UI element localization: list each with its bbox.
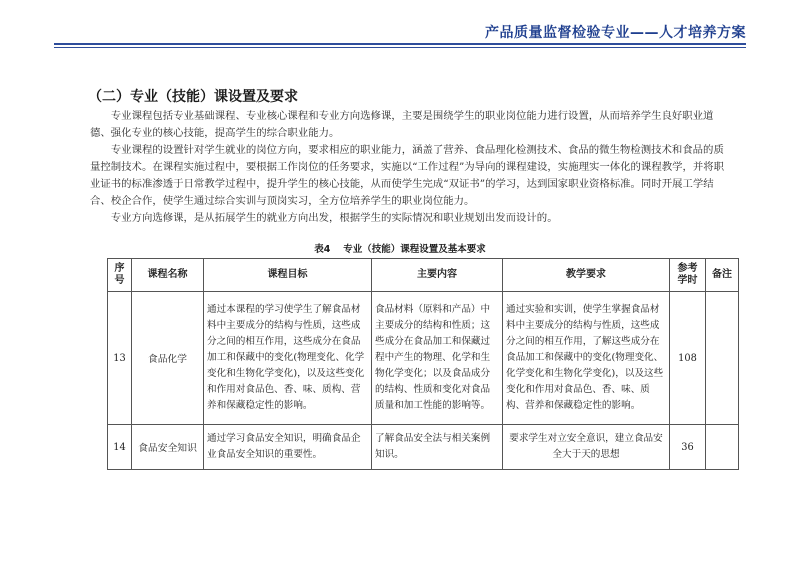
header-teaching: 教学要求 [503, 259, 670, 292]
paragraph: 专业课程的设置针对学生就业的岗位方向，要求相应的职业能力，涵盖了营养、食品理化检测技术、食品的微生物检测技术和食品的质量控制技术。在课程实施过程中，要根据工作岗位的任务要求，实施以“工作过程”为导向的课程建设，实施理实一体化的课程教学，并将职业证书的标准渗透于日常教学过程中，提升学生的核心技能，从而使学生完成“双证书”的学习，达到国家职业资格标准。同时开展工学结合、校企合作，使学生通过综合实训与顶岗实习，全方位培养学生的职业岗位能力。 [90, 144, 725, 207]
cell-num: 13 [108, 292, 132, 425]
header-name: 课程名称 [132, 259, 204, 292]
cell-remark [706, 292, 739, 425]
paragraph: 专业课程包括专业基础课程、专业核心课程和专业方向选修课，主要是围绕学生的职业岗位能力进行设置，从而培养学生良好职业道德、强化专业的核心技能，提高学生的综合职业能力。 [90, 110, 714, 139]
header-goal: 课程目标 [204, 259, 372, 292]
header-rule-thick [54, 43, 746, 45]
header-remark: 备注 [706, 259, 739, 292]
section-body [90, 108, 726, 227]
cell-goal: 通过学习食品安全知识，明确食品企业食品安全知识的重要性。 [204, 425, 372, 470]
running-header-title: 产品质量监督检验专业——人才培养方案 [485, 25, 746, 41]
cell-goal: 通过本课程的学习使学生了解食品材料中主要成分的结构与性质，这些成分之间的相互作用，这些成分在食品加工和保藏中的变化(物理变化、化学变化和生物化学变化)，以及这些变化和作用对食品色、香、味、质构、营养和保藏稳定性的影响。 [204, 292, 372, 425]
cell-hours: 108 [670, 292, 706, 425]
table-caption: 表4 专业（技能）课程设置及基本要求 [314, 244, 486, 255]
table-header-row [108, 259, 739, 292]
header-rule-thin [54, 47, 746, 48]
header-num: 序号 [108, 259, 132, 292]
cell-course-name: 食品化学 [132, 292, 204, 425]
cell-content: 食品材料（原料和产品）中主要成分的结构和性质；这些成分在食品加工和保藏过程中产生的物理、化学和生物化学变化；以及食品成分的结构、性质和变化对食品质量和加工性能的影响等。 [372, 292, 503, 425]
table-row [108, 425, 739, 470]
cell-content: 了解食品安全法与相关案例知识。 [372, 425, 503, 470]
cell-course-name: 食品安全知识 [132, 425, 204, 470]
header-content: 主要内容 [372, 259, 503, 292]
header-hours: 参考学时 [670, 259, 706, 292]
cell-num: 14 [108, 425, 132, 470]
section-heading: （二）专业（技能）课设置及要求 [88, 89, 298, 105]
paragraph: 专业方向选修课，是从拓展学生的就业方向出发，根据学生的实际情况和职业规划出发而设计的。 [110, 212, 558, 224]
course-table [107, 258, 739, 470]
table-row [108, 292, 739, 425]
cell-remark [706, 425, 739, 470]
cell-hours: 36 [670, 425, 706, 470]
cell-teaching: 要求学生对立安全意识，建立食品安全大于天的思想 [503, 425, 670, 470]
cell-teaching: 通过实验和实训，使学生掌握食品材料中主要成分的结构与性质，这些成分之间的相互作用，了解这些成分在食品加工和保藏中的变化(物理变化、化学变化和生物化学变化)，以及这些变化和作用对食品色、香、味、质构、营养和保藏稳定性的影响。 [503, 292, 670, 425]
